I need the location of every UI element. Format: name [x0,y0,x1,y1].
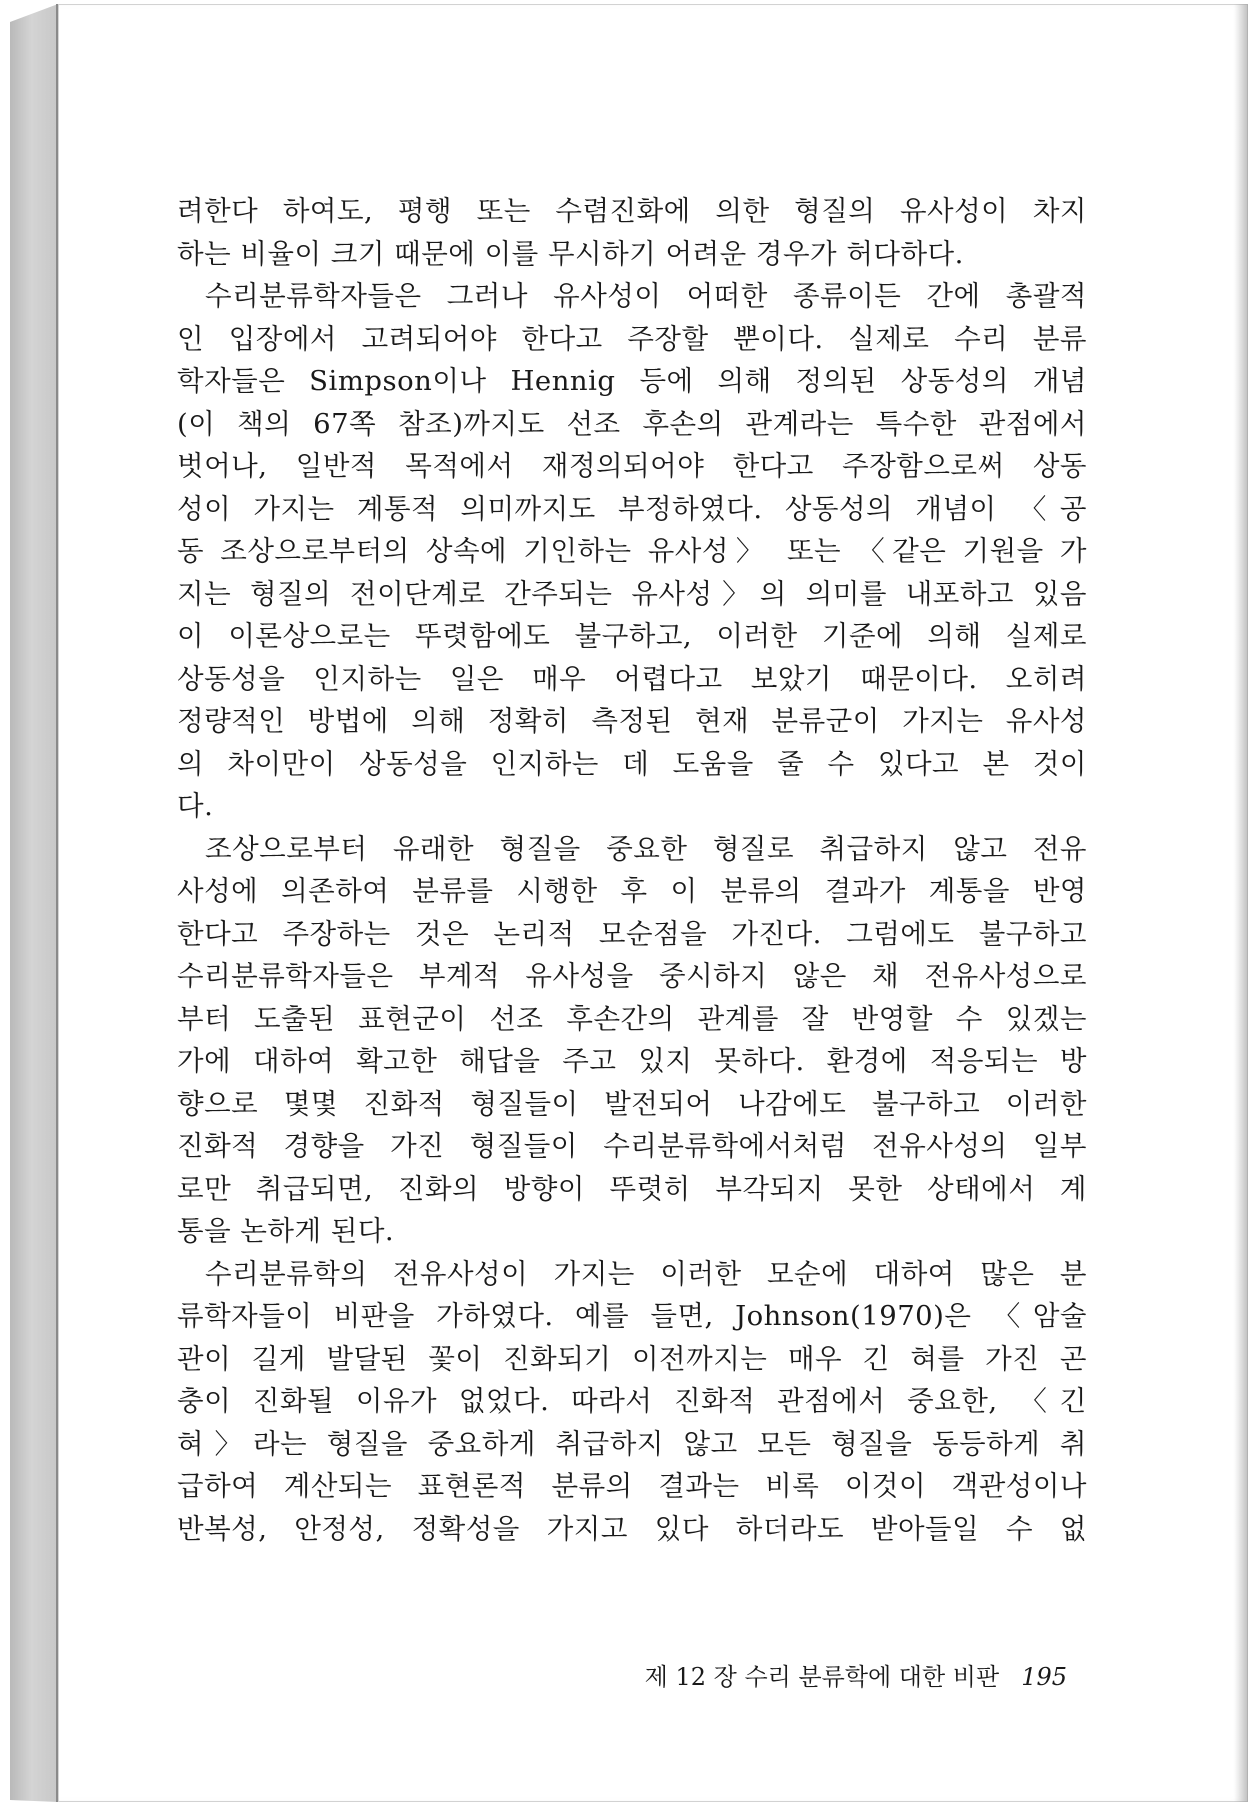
text-line: 정량적인 방법에 의해 정확히 측정된 현재 분류군이 가지는 유사성 [177,705,1087,737]
book-spine [10,4,58,1802]
text-line: 혀〉라는 형질을 중요하게 취급하지 않고 모든 형질을 동등하게 취 [177,1427,1087,1460]
text-line: 관이 길게 발달된 꽃이 진화되기 이전까지는 매우 긴 혀를 가진 곤 [177,1342,1087,1375]
text-line: 통을 논하게 된다. [177,1215,395,1247]
text-line: 하는 비율이 크기 때문에 이를 무시하기 어려운 경우가 허다하다. [177,237,964,270]
text-line: 려한다 하여도, 평행 또는 수렴진화에 의한 형질의 유사성이 차지 [177,195,1087,227]
chapter-title: 제 12 장 수리 분류학에 대한 비판 [644,1663,1000,1691]
text-line: 수리분류학자들은 부계적 유사성을 중시하지 않은 채 전유사성으로 [177,960,1087,992]
text-line: 상동성을 인지하는 일은 매우 어렵다고 보았기 때문이다. 오히려 [177,662,1087,695]
text-line: 진화적 경향을 가진 형질들이 수리분류학에서처럼 전유사성의 일부 [177,1130,1087,1162]
text-line: 반복성, 안정성, 정확성을 가지고 있다 하더라도 받아들일 수 없 [177,1512,1087,1545]
text-line: 류학자들이 비판을 가하였다. 예를 들면, Johnson(1970)은 〈암술 [177,1300,1087,1332]
page-footer [597,1657,1067,1692]
text-line: 의 차이만이 상동성을 인지하는 데 도움을 줄 수 있다고 본 것이 [177,747,1087,780]
text-line: 다. [177,790,214,822]
text-line: 학자들은 Simpson이나 Hennig 등에 의해 정의된 상동성의 개념 [177,365,1087,397]
text-line: 로만 취급되면, 진화의 방향이 뚜렷히 부각되지 못한 상태에서 계 [177,1172,1087,1205]
text-line: (이 책의 67쪽 참조)까지도 선조 후손의 관계라는 특수한 관점에서 [177,407,1087,440]
text-line: 조상으로부터 유래한 형질을 중요한 형질로 취급하지 않고 전유 [205,832,1087,865]
text-line: 성이 가지는 계통적 의미까지도 부정하였다. 상동성의 개념이 〈공 [177,492,1087,525]
text-line: 지는 형질의 전이단계로 간주되는 유사성〉의 의미를 내포하고 있음 [177,577,1087,610]
text-line: 향으로 몇몇 진화적 형질들이 발전되어 나감에도 불구하고 이러한 [177,1087,1087,1120]
text-line: 부터 도출된 표현군이 선조 후손간의 관계를 잘 반영할 수 있겠는 [177,1002,1087,1035]
text-line: 이 이론상으로는 뚜렷함에도 불구하고, 이러한 기준에 의해 실제로 [177,620,1087,652]
text-line: 충이 진화될 이유가 없었다. 따라서 진화적 관점에서 중요한, 〈긴 [177,1385,1087,1417]
page-edge-shadow [1234,4,1248,1802]
page-body-text [177,190,1087,1550]
text-line: 수리분류학의 전유사성이 가지는 이러한 모순에 대하여 많은 분 [205,1257,1087,1290]
text-line: 사성에 의존하여 분류를 시행한 후 이 분류의 결과가 계통을 반영 [177,875,1087,907]
text-line: 인 입장에서 고려되어야 한다고 주장할 뿐이다. 실제로 수리 분류 [177,322,1087,355]
text-line: 벗어나, 일반적 목적에서 재정의되어야 한다고 주장함으로써 상동 [177,450,1087,482]
text-line: 급하여 계산되는 표현론적 분류의 결과는 비록 이것이 객관성이나 [177,1470,1087,1502]
text-line: 수리분류학자들은 그러나 유사성이 어떠한 종류이든 간에 총괄적 [205,280,1087,312]
text-line: 한다고 주장하는 것은 논리적 모순점을 가진다. 그럼에도 불구하고 [177,917,1087,950]
text-line: 동 조상으로부터의 상속에 기인하는 유사성〉 또는 〈같은 기원을 가 [177,535,1087,567]
text-line: 가에 대하여 확고한 해답을 주고 있지 못하다. 환경에 적응되는 방 [177,1045,1087,1077]
page-number: 195 [1021,1663,1067,1691]
